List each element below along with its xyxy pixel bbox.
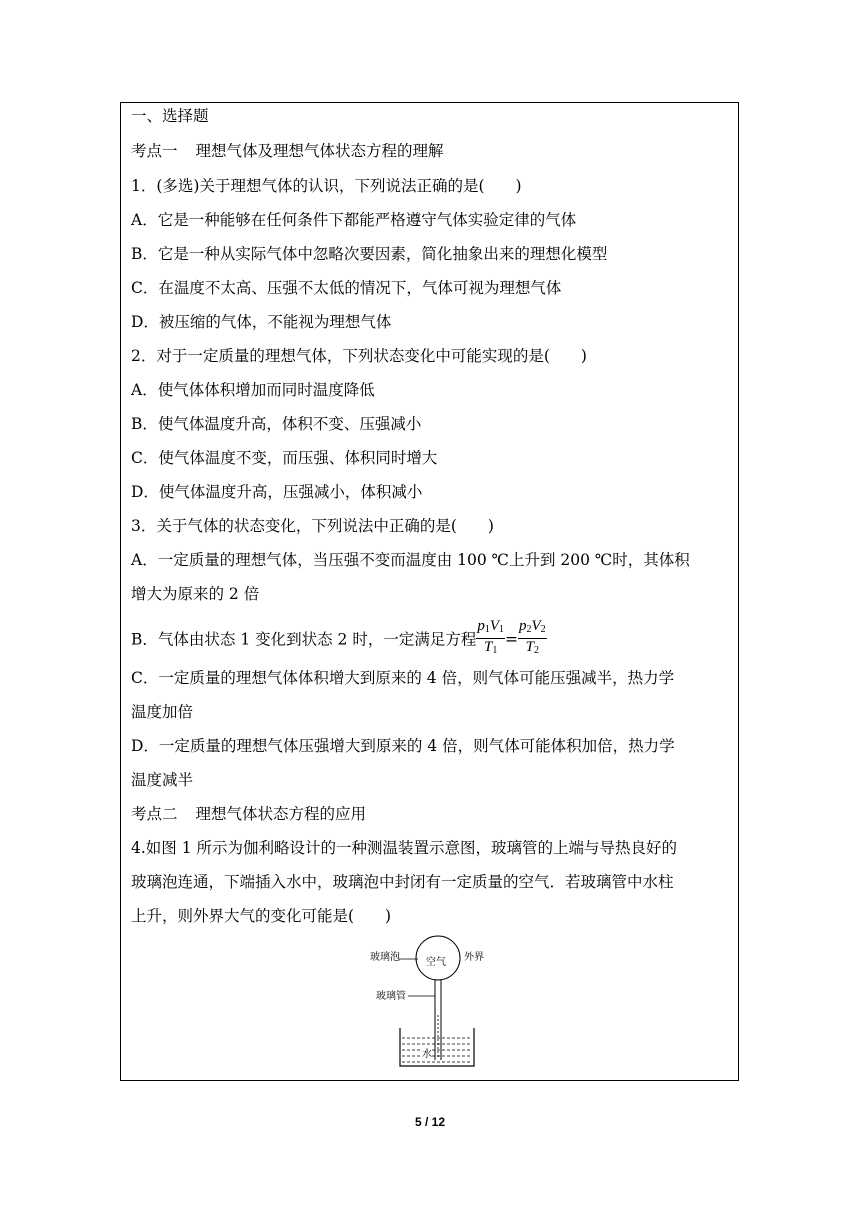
question-3-option-b-text: B．气体由状态 1 变化到状态 2 时，一定满足方程 <box>131 630 477 649</box>
topic-two-label: 考点二 <box>131 805 178 823</box>
equation-equals-sign: = <box>505 630 518 649</box>
question-2-option-c: C．使气体温度不变，而压强、体积同时增大 <box>131 449 438 467</box>
question-3-option-b <box>131 620 547 661</box>
question-2-option-d: D．使气体温度升高，压强减小，体积减小 <box>131 483 423 501</box>
question-3-option-a-line2: 增大为原来的 2 倍 <box>131 585 260 603</box>
topic-one-heading <box>131 141 444 161</box>
equation-right-fraction: $\frac{p_2V_2}{T_2}$ <box>519 618 546 656</box>
question-3-option-d-line2: 温度减半 <box>131 771 194 789</box>
page-number: 5 / 12 <box>414 1115 446 1129</box>
question-3-stem: 3．关于气体的状态变化，下列说法中正确的是( ) <box>131 517 494 535</box>
thermometer-figure <box>360 930 490 1070</box>
question-2-option-b: B．使气体温度升高，体积不变、压强减小 <box>131 415 422 433</box>
question-4-line3: 上升，则外界大气的变化可能是( ) <box>131 907 392 925</box>
bulb-label: 玻璃泡 <box>370 952 400 963</box>
question-1-option-a: A．它是一种能够在任何条件下都能严格遵守气体实验定律的气体 <box>131 211 577 229</box>
water-label: 水 <box>422 1049 432 1060</box>
topic-one-title: 理想气体及理想气体状态方程的理解 <box>195 142 444 160</box>
question-3-option-a-line1: A．一定质量的理想气体，当压强不变而温度由 100 ℃上升到 200 ℃时，其体积 <box>131 551 690 569</box>
question-1-option-d: D．被压缩的气体，不能视为理想气体 <box>131 313 392 331</box>
topic-one-label: 考点一 <box>131 142 178 160</box>
question-2-option-a: A．使气体体积增加而同时温度降低 <box>131 381 375 399</box>
question-1-stem: 1．(多选)关于理想气体的认识，下列说法正确的是( ) <box>131 177 522 195</box>
equation-left-fraction: $\frac{p_1V_1}{T_1}$ <box>477 618 504 656</box>
question-2-stem: 2．对于一定质量的理想气体，下列状态变化中可能实现的是( ) <box>131 347 587 365</box>
question-3-option-c-line2: 温度加倍 <box>131 703 194 721</box>
question-3-option-d-line1: D．一定质量的理想气体压强增大到原来的 4 倍，则气体可能体积加倍，热力学 <box>131 737 675 755</box>
air-label: 空气 <box>426 957 446 968</box>
outside-label: 外界 <box>464 952 484 963</box>
question-1-option-b: B．它是一种从实际气体中忽略次要因素，简化抽象出来的理想化模型 <box>131 245 608 263</box>
topic-two-heading <box>131 804 366 824</box>
section-title: 一、选择题 <box>131 107 209 125</box>
topic-two-title: 理想气体状态方程的应用 <box>195 805 367 823</box>
question-3-option-c-line1: C．一定质量的理想气体体积增大到原来的 4 倍，则气体可能压强减半，热力学 <box>131 669 675 687</box>
question-1-option-c: C．在温度不太高、压强不太低的情况下，气体可视为理想气体 <box>131 279 562 297</box>
tube-label: 玻璃管 <box>376 991 406 1002</box>
question-4-line1: 4.如图 1 所示为伽利略设计的一种测温装置示意图，玻璃管的上端与导热良好的 <box>131 839 678 857</box>
question-4-line2: 玻璃泡连通，下端插入水中，玻璃泡中封闭有一定质量的空气．若玻璃管中水柱 <box>131 873 674 891</box>
